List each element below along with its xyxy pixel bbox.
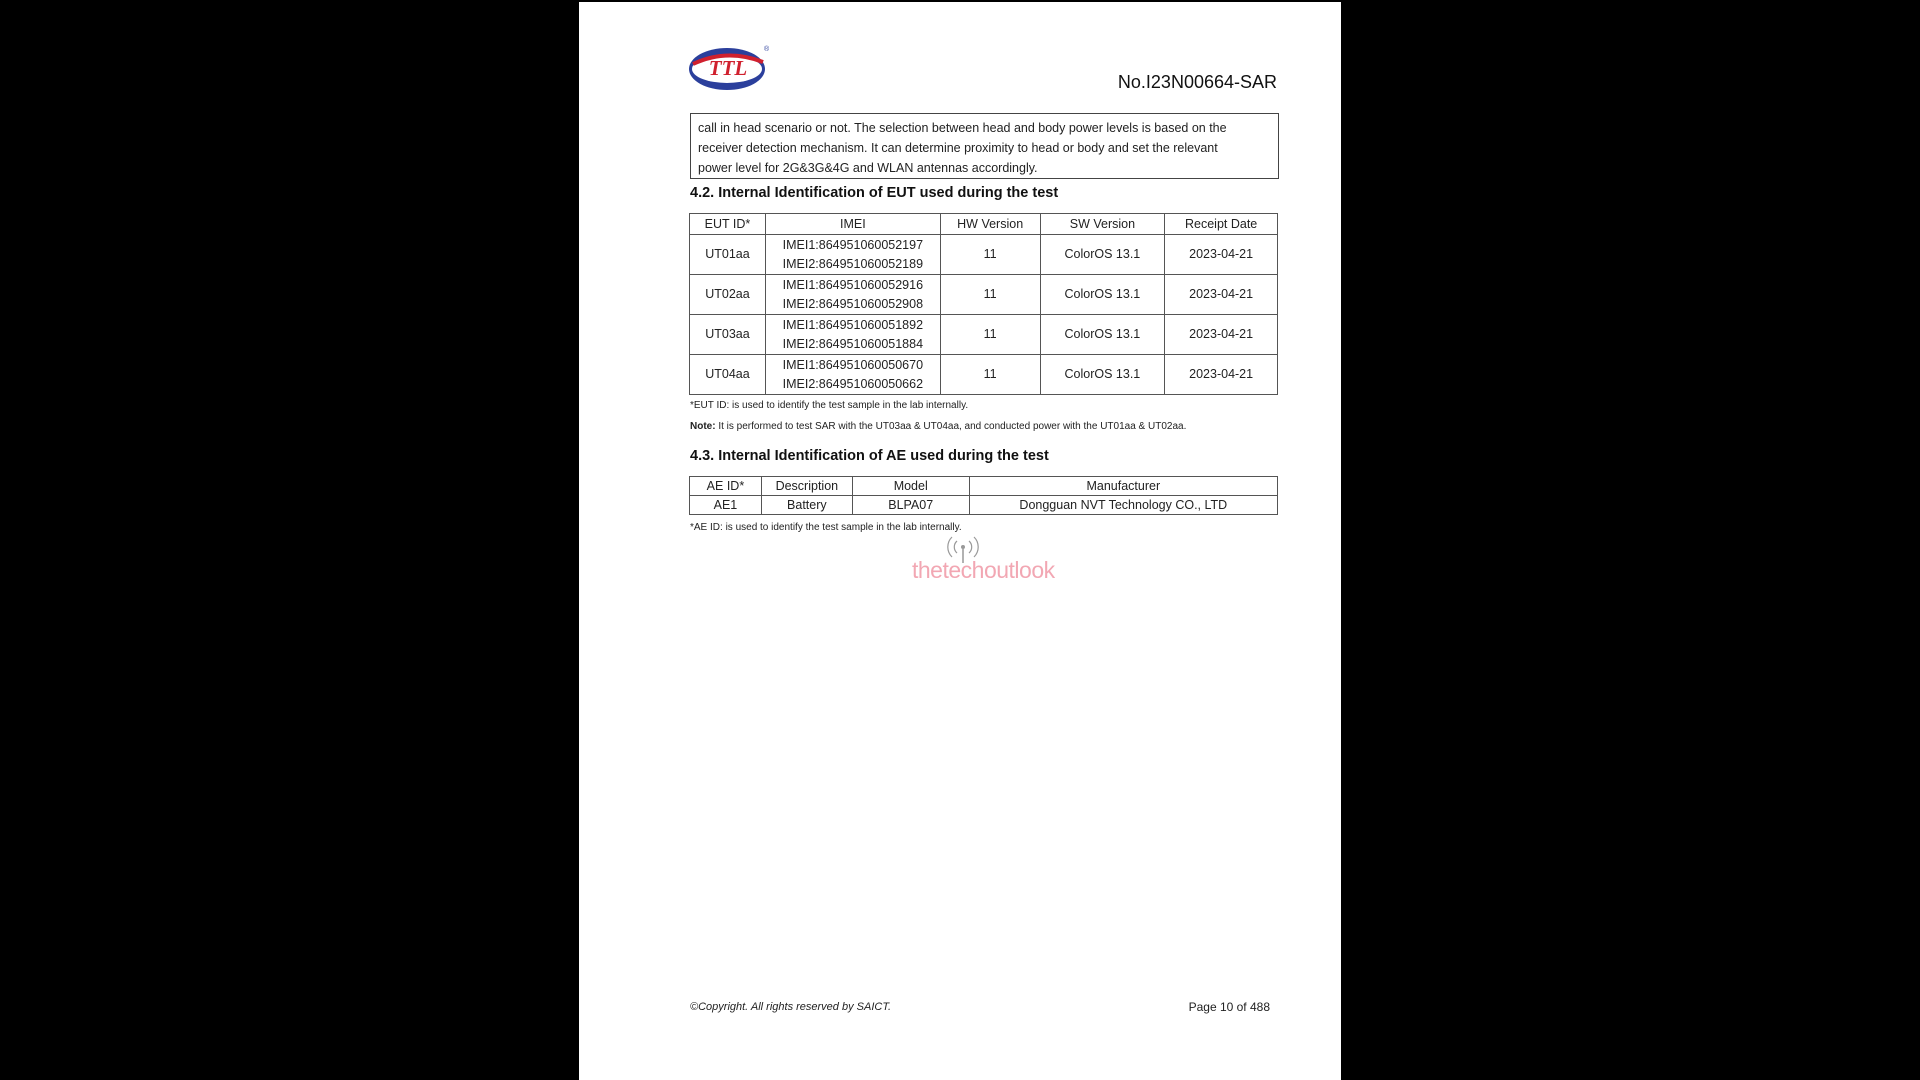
imei2: IMEI2:864951060050662 [782,376,924,391]
ae-id-cell: AE1 [690,496,762,515]
table-row [690,496,1278,515]
intro-line: power level for 2G&3G&4G and WLAN antennas accordingly. [698,161,1038,175]
sw-version-cell: ColorOS 13.1 [1040,275,1165,315]
document-number: No.I23N00664-SAR [1117,72,1277,92]
imei2: IMEI2:864951060052189 [782,256,924,271]
column-header: EUT ID* [690,214,766,235]
watermark [912,535,1077,585]
manufacturer-cell: Dongguan NVT Technology CO., LTD [969,496,1277,515]
eut-id-cell: UT03aa [690,315,766,355]
imei-cell [765,235,940,275]
table-row [690,275,1278,315]
hw-version-cell: 11 [940,235,1040,275]
column-header: Receipt Date [1165,214,1278,235]
imei2: IMEI2:864951060052908 [782,296,924,311]
copyright: ©Copyright. All rights reserved by SAICT. [690,1001,892,1013]
watermark-text: thetechoutlook [912,557,1055,583]
note [690,421,1186,432]
column-header: HW Version [940,214,1040,235]
imei1: IMEI1:864951060051892 [782,317,924,332]
table-row [690,315,1278,355]
note-text: It is performed to test SAR with the UT03aa & UT04aa, and conducted power with the UT01aa & UT02aa. [715,421,1187,432]
column-header: SW Version [1040,214,1165,235]
imei1: IMEI1:864951060050670 [782,357,924,372]
svg-text:TTL: TTL [708,56,748,80]
model-cell: BLPA07 [852,496,969,515]
table-row [690,235,1278,275]
receipt-date-cell: 2023-04-21 [1165,315,1278,355]
eut-id-cell: UT04aa [690,355,766,395]
table-header-row [690,214,1278,235]
page-number: Page 10 of 488 [1188,1000,1270,1014]
imei1: IMEI1:864951060052197 [782,237,924,252]
eut-table [689,213,1278,395]
section-4-3-heading: 4.3. Internal Identification of AE used during the test [690,448,1049,464]
column-header: AE ID* [690,477,762,496]
column-header: IMEI [765,214,940,235]
receipt-date-cell: 2023-04-21 [1165,355,1278,395]
document-page [579,2,1341,1080]
hw-version-cell: 11 [940,355,1040,395]
imei2: IMEI2:864951060051884 [782,336,924,351]
svg-text:®: ® [764,46,769,53]
column-header: Description [761,477,852,496]
intro-line: call in head scenario or not. The selection between head and body power levels is based on the [698,121,1227,135]
column-header: Manufacturer [969,477,1277,496]
section-4-2-heading: 4.2. Internal Identification of EUT used during the test [690,185,1059,201]
intro-line: receiver detection mechanism. It can determine proximity to head or body and set the relevant [698,141,1218,155]
receipt-date-cell: 2023-04-21 [1165,235,1278,275]
hw-version-cell: 11 [940,275,1040,315]
ae-footnote: *AE ID: is used to identify the test sample in the lab internally. [690,522,962,533]
receipt-date-cell: 2023-04-21 [1165,275,1278,315]
hw-version-cell: 11 [940,315,1040,355]
sw-version-cell: ColorOS 13.1 [1040,315,1165,355]
note-label: Note: [690,421,716,432]
ae-table [689,476,1278,515]
imei-cell [765,275,940,315]
eut-footnote: *EUT ID: is used to identify the test sample in the lab internally. [690,400,969,411]
table-header-row [690,477,1278,496]
intro-text-box [690,113,1279,179]
column-header: Model [852,477,969,496]
ttl-logo [687,42,769,94]
eut-id-cell: UT02aa [690,275,766,315]
description-cell: Battery [761,496,852,515]
imei-cell [765,355,940,395]
sw-version-cell: ColorOS 13.1 [1040,355,1165,395]
imei1: IMEI1:864951060052916 [782,277,924,292]
table-row [690,355,1278,395]
eut-id-cell: UT01aa [690,235,766,275]
imei-cell [765,315,940,355]
sw-version-cell: ColorOS 13.1 [1040,235,1165,275]
